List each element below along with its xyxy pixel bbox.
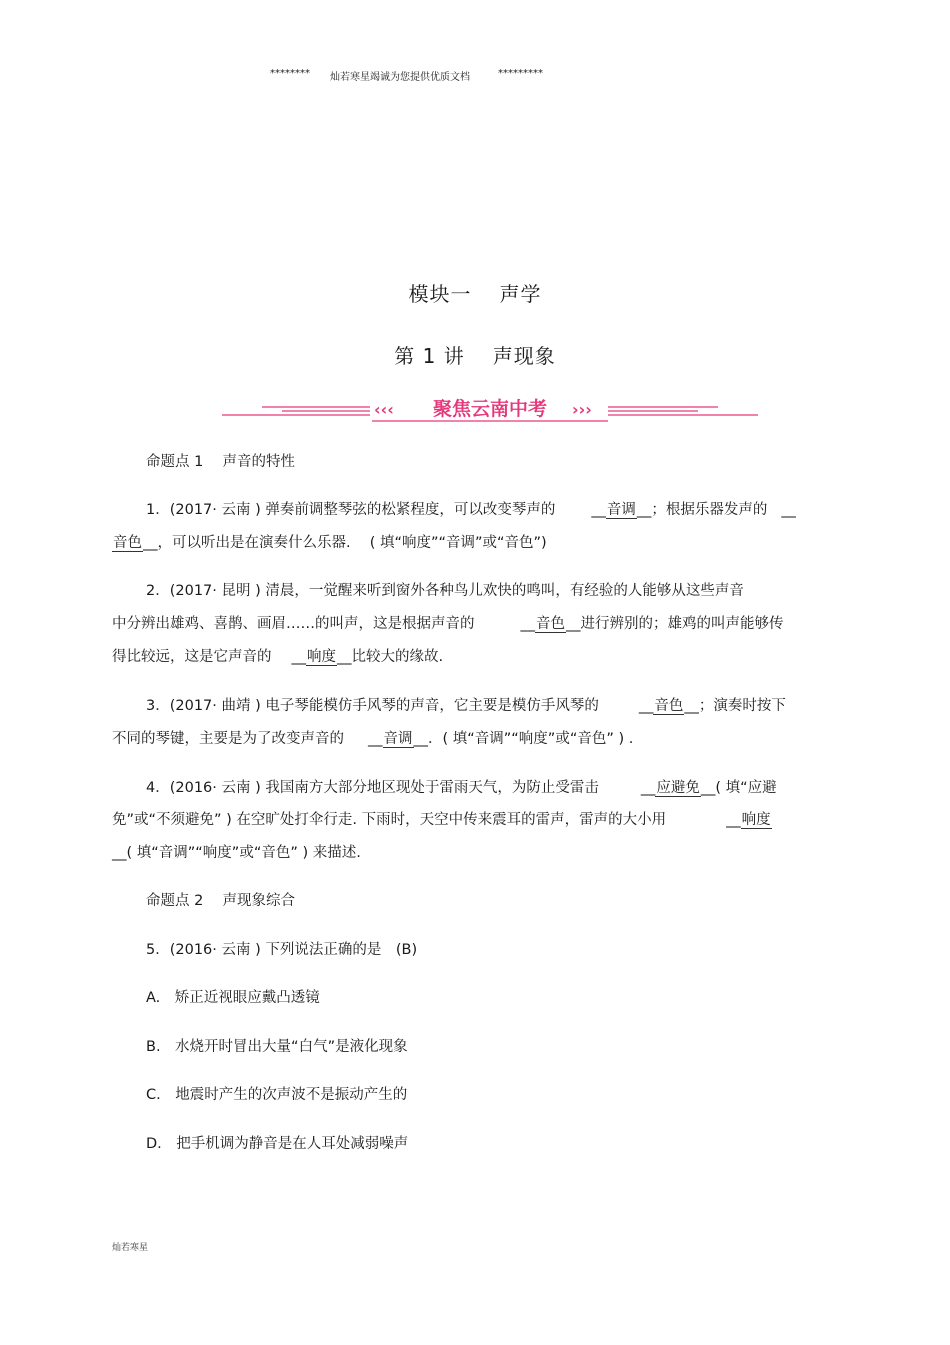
q2-line-3: 得比较远，这是它声音的 __响度__比较大的缘故. xyxy=(112,649,444,665)
section-heading-2: 命题点 2 声现象综合 xyxy=(146,893,295,909)
q5-option-c: C. 地震时产生的次声波不是振动产生的 xyxy=(146,1087,408,1103)
q4-line-1: 4．(2016· 云南 ) 我国南方大部分地区现处于雷雨天气，为防止受雷击 __应避免__( 填“应避 xyxy=(146,780,777,796)
q1-answer-2: 音色 xyxy=(113,535,142,551)
banner-left-arrows: ‹‹‹ xyxy=(374,400,394,419)
q2-line-1: 2．(2017· 昆明 ) 清晨，一觉醒来听到窗外各种鸟儿欢快的鸣叫，有经验的人能够从这些声音 xyxy=(146,583,744,599)
q3-line-2: 不同的琴键，主要是为了改变声音的 __音调__．( 填“音调”“响度”或“音色” ) . xyxy=(112,731,634,747)
lecture-title: 第 1 讲 声现象 xyxy=(394,344,556,368)
q4-line-3: __( 填“音调”“响度”或“音色” ) 来描述. xyxy=(112,845,361,861)
banner-right-arrows: ››› xyxy=(572,400,592,419)
banner-title: 聚焦云南中考 xyxy=(432,398,548,420)
q3-line-1: 3．(2017· 曲靖 ) 电子琴能模仿手风琴的声音，它主要是模仿手风琴的 __音色__；演奏时按下 xyxy=(146,698,786,714)
q5-option-b: B. 水烧开时冒出大量“白气”是液化现象 xyxy=(146,1039,408,1055)
q5-option-a: A. 矫正近视眼应戴凸透镜 xyxy=(146,990,320,1006)
q1-line-1: 1．(2017· 云南 ) 弹奏前调整琴弦的松紧程度，可以改变琴声的 __音调__；根据乐器发声的 __ xyxy=(146,502,796,518)
q1-answer-1: 音调 xyxy=(606,502,636,518)
section-heading-1: 命题点 1 声音的特性 xyxy=(146,454,295,470)
q4-answer-2: 响度 xyxy=(741,812,771,828)
q4-answer-1: 应避免 xyxy=(656,780,700,796)
header-stars-left: ******** xyxy=(270,68,310,79)
banner-right-lines xyxy=(608,407,758,415)
q1-line-2: 音色__，可以听出是在演奏什么乐器. ( 填“响度”“音调”或“音色”) xyxy=(113,535,547,551)
q5-stem: 5．(2016· 云南 ) 下列说法正确的是 (B) xyxy=(146,942,418,958)
section-banner xyxy=(222,393,758,425)
banner-left-lines xyxy=(222,407,370,415)
q4-line-2: 免”或“不须避免” ) 在空旷处打伞行走. 下雨时，天空中传来震耳的雷声，雷声的大小用 __响度 xyxy=(112,812,771,828)
header-stars-right: ********* xyxy=(498,68,543,79)
q2-answer-1: 音色 xyxy=(536,616,565,632)
q2-answer-2: 响度 xyxy=(307,649,336,665)
q5-option-d: D. 把手机调为静音是在人耳处减弱噪声 xyxy=(146,1136,409,1152)
header-text: 灿若寒星竭诚为您提供优质文档 xyxy=(330,72,470,83)
q3-answer-1: 音色 xyxy=(654,698,684,714)
q2-line-2: 中分辨出雄鸡、喜鹊、画眉……的叫声，这是根据声音的 __音色__进行辨别的；雄鸡的叫声能够传 xyxy=(112,616,784,632)
q3-answer-2: 音调 xyxy=(383,731,413,747)
module-title: 模块一 声学 xyxy=(408,282,542,306)
page-footer: 灿若寒星 xyxy=(112,1243,149,1253)
